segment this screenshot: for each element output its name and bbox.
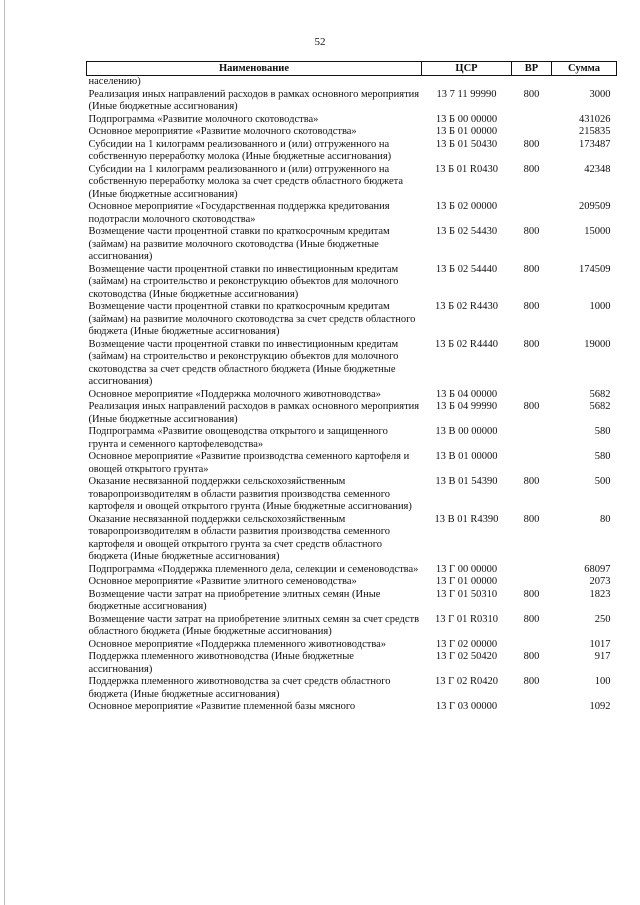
row-vr: 800 (523, 613, 540, 625)
row-sum: 431026 (579, 113, 611, 125)
table-row (87, 389, 617, 402)
row-csr: 13 Б 02 R4440 (435, 338, 498, 350)
row-vr (512, 701, 552, 714)
row-name: Возмещение части процентной ставки по инвестиционным кредитам (займам) на строительство и реконструкцию объектов для молочного скотоводства за счет средств областного бюджета (Иные бюджетные ассигнования) (88, 338, 399, 387)
table-row (87, 139, 617, 164)
row-csr: 13 Г 01 00000 (435, 576, 498, 587)
row-csr: 13 В 00 00000 (435, 426, 498, 437)
table-row (87, 639, 617, 652)
row-csr: 13 Б 00 00000 (435, 113, 498, 125)
row-csr: 13 7 11 99990 (436, 88, 497, 100)
row-sum: 580 (594, 451, 611, 462)
row-vr: 800 (523, 651, 540, 662)
header-sum: Сумма (552, 62, 617, 76)
row-name: Реализация иных направлений расходов в рамках основного мероприятия (Иные бюджетные ассигнования) (88, 88, 420, 112)
row-csr: 13 Б 04 99990 (435, 401, 498, 412)
row-csr: 13 Г 03 00000 (435, 701, 498, 712)
row-sum: 42348 (584, 163, 611, 175)
row-vr (512, 76, 552, 89)
budget-table (86, 61, 617, 714)
row-vr (512, 564, 552, 577)
row-vr (512, 639, 552, 652)
table-body (87, 76, 617, 714)
table-row (87, 476, 617, 514)
row-sum: 5682 (589, 388, 611, 400)
table-row (87, 264, 617, 302)
row-vr: 800 (523, 338, 540, 350)
row-sum: 250 (594, 613, 611, 625)
row-csr: 13 Г 02 00000 (435, 638, 498, 650)
row-vr (512, 389, 552, 402)
table-row (87, 651, 617, 676)
row-sum: 100 (594, 676, 611, 687)
row-name: Подпрограмма «Развитие овощеводства открытого и защищенного грунта и семенного картофелеводства» (88, 426, 388, 450)
row-name: Реализация иных направлений расходов в рамках основного мероприятия (Иные бюджетные ассигнования) (88, 401, 420, 425)
row-sum: 174509 (579, 263, 611, 275)
row-name: Основное мероприятие «Поддержка молочного животноводства» (88, 388, 381, 400)
row-name: Возмещение части процентной ставки по инвестиционным кредитам (займам) на строительство и реконструкцию объектов для молочного скотоводства (Иные бюджетные ассигнования) (88, 263, 399, 300)
row-sum: 1000 (589, 301, 611, 312)
row-name: Возмещение части процентной ставки по краткосрочным кредитам (займам) на развитие молочного скотоводства за счет средств областного бюджета (Иные бюджетные ассигнования) (88, 301, 416, 337)
table-row (87, 126, 617, 139)
row-csr: 13 Г 02 R0420 (435, 676, 498, 687)
table-row (87, 89, 617, 114)
row-name: Основное мероприятие «Развитие племенной базы мясного (88, 701, 356, 712)
row-name: Подпрограмма «Развитие молочного скотоводства» (88, 113, 319, 125)
row-sum: 1017 (589, 638, 611, 650)
row-name: Возмещение части процентной ставки по краткосрочным кредитам (займам) на развитие молочного скотоводства (Иные бюджетные ассигнования) (88, 226, 390, 262)
row-sum: 80 (600, 513, 611, 525)
row-sum: 580 (594, 426, 611, 437)
row-vr: 800 (523, 588, 540, 600)
row-csr: 13 Б 02 54440 (435, 263, 498, 275)
row-name: Поддержка племенного животноводства за счет средств областного бюджета (Иные бюджетные ассигнования) (88, 676, 391, 700)
row-sum: 1092 (589, 701, 611, 712)
table-row (87, 76, 617, 89)
row-sum: 5682 (589, 401, 611, 412)
row-sum: 173487 (579, 138, 611, 150)
table-row (87, 339, 617, 389)
row-sum (552, 76, 617, 89)
row-vr: 800 (523, 301, 540, 312)
row-csr: 13 Г 01 50310 (435, 588, 498, 600)
row-sum: 19000 (584, 338, 611, 350)
row-csr (422, 76, 512, 89)
row-sum: 500 (594, 476, 611, 487)
table-row (87, 614, 617, 639)
row-sum: 215835 (579, 126, 611, 137)
row-name: Поддержка племенного животноводства (Иные бюджетные ассигнования) (88, 651, 354, 675)
row-csr: 13 Г 00 00000 (435, 563, 498, 575)
row-name: Оказание несвязанной поддержки сельскохозяйственным товаропроизводителям в области развития производства семенного картофеля и овощей открытого грунта (Иные бюджетные ассигнования) (88, 476, 412, 512)
row-vr (512, 451, 552, 476)
row-vr: 800 (523, 263, 540, 275)
row-name: Возмещение части затрат на приобретение элитных семян (Иные бюджетные ассигнования) (88, 588, 381, 612)
table-row (87, 164, 617, 202)
table-row (87, 301, 617, 339)
table-row (87, 701, 617, 714)
row-vr: 800 (523, 676, 540, 687)
row-name: Основное мероприятие «Государственная поддержка кредитования подотрасли молочного скотоводства» (88, 201, 390, 225)
table-header-row (87, 62, 617, 76)
row-csr: 13 Б 02 54430 (435, 226, 498, 237)
row-sum: 68097 (584, 563, 611, 575)
table-row (87, 201, 617, 226)
row-name: Оказание несвязанной поддержки сельскохозяйственным товаропроизводителям в области развития производства семенного картофеля и овощей открытого грунта за счет средств областного бюджета (Иные бюджетные ассигнования) (88, 513, 391, 562)
table-row (87, 564, 617, 577)
table-row (87, 676, 617, 701)
row-vr (512, 576, 552, 589)
row-name: Возмещение части затрат на приобретение элитных семян за счет средств областного бюджета (Иные бюджетные ассигнования) (88, 613, 420, 637)
row-sum: 3000 (589, 88, 611, 100)
row-csr: 13 Б 01 50430 (435, 138, 498, 150)
row-vr: 800 (523, 476, 540, 487)
header-vr: ВР (512, 62, 552, 76)
row-vr (512, 201, 552, 226)
left-edge-mark (4, 0, 5, 905)
table-row (87, 426, 617, 451)
row-name: Основное мероприятие «Развитие производства семенного картофеля и овощей открытого грунта» (88, 451, 410, 475)
row-name: Субсидии на 1 килограмм реализованного и (или) отгруженного на собственную переработку молока за счет средств областного бюджета (Иные бюджетные ассигнования) (88, 163, 404, 200)
header-name: Наименование (87, 62, 422, 76)
page-number: 52 (314, 36, 326, 48)
table-row (87, 451, 617, 476)
row-vr (512, 426, 552, 451)
row-vr: 800 (523, 88, 540, 100)
row-vr: 800 (523, 226, 540, 237)
row-sum: 1823 (589, 588, 611, 600)
row-csr: 13 Б 02 00000 (435, 201, 498, 212)
row-vr (512, 126, 552, 139)
table-row (87, 514, 617, 564)
table-row (87, 114, 617, 127)
table-row (87, 576, 617, 589)
row-vr: 800 (523, 163, 540, 175)
row-vr: 800 (523, 138, 540, 150)
row-csr: 13 В 01 00000 (435, 451, 498, 462)
row-csr: 13 Г 01 R0310 (435, 613, 498, 625)
row-name: населению) (88, 76, 141, 87)
table-row (87, 589, 617, 614)
row-vr: 800 (523, 513, 540, 525)
row-csr: 13 Б 01 R0430 (435, 163, 498, 175)
row-vr (512, 114, 552, 127)
row-vr: 800 (523, 401, 540, 412)
table-row (87, 226, 617, 264)
row-sum: 917 (594, 651, 611, 662)
row-name: Основное мероприятие «Развитие элитного семеноводства» (88, 576, 357, 587)
row-csr: 13 В 01 R4390 (434, 513, 499, 525)
row-sum: 2073 (589, 576, 611, 587)
row-csr: 13 Б 01 00000 (435, 126, 498, 137)
row-name: Субсидии на 1 килограмм реализованного и (или) отгруженного на собственную переработку молока (Иные бюджетные ассигнования) (88, 138, 392, 162)
row-csr: 13 Б 02 R4430 (435, 301, 498, 312)
row-sum: 209509 (579, 201, 611, 212)
row-csr: 13 Б 04 00000 (435, 388, 498, 400)
row-name: Основное мероприятие «Развитие молочного скотоводства» (88, 126, 357, 137)
table-row (87, 401, 617, 426)
row-csr: 13 Г 02 50420 (435, 651, 498, 662)
row-sum: 15000 (584, 226, 611, 237)
header-csr: ЦСР (422, 62, 512, 76)
row-csr: 13 В 01 54390 (435, 476, 498, 487)
row-name: Подпрограмма «Поддержка племенного дела, селекции и семеноводства» (88, 563, 419, 575)
row-name: Основное мероприятие «Поддержка племенного животноводства» (88, 638, 387, 650)
